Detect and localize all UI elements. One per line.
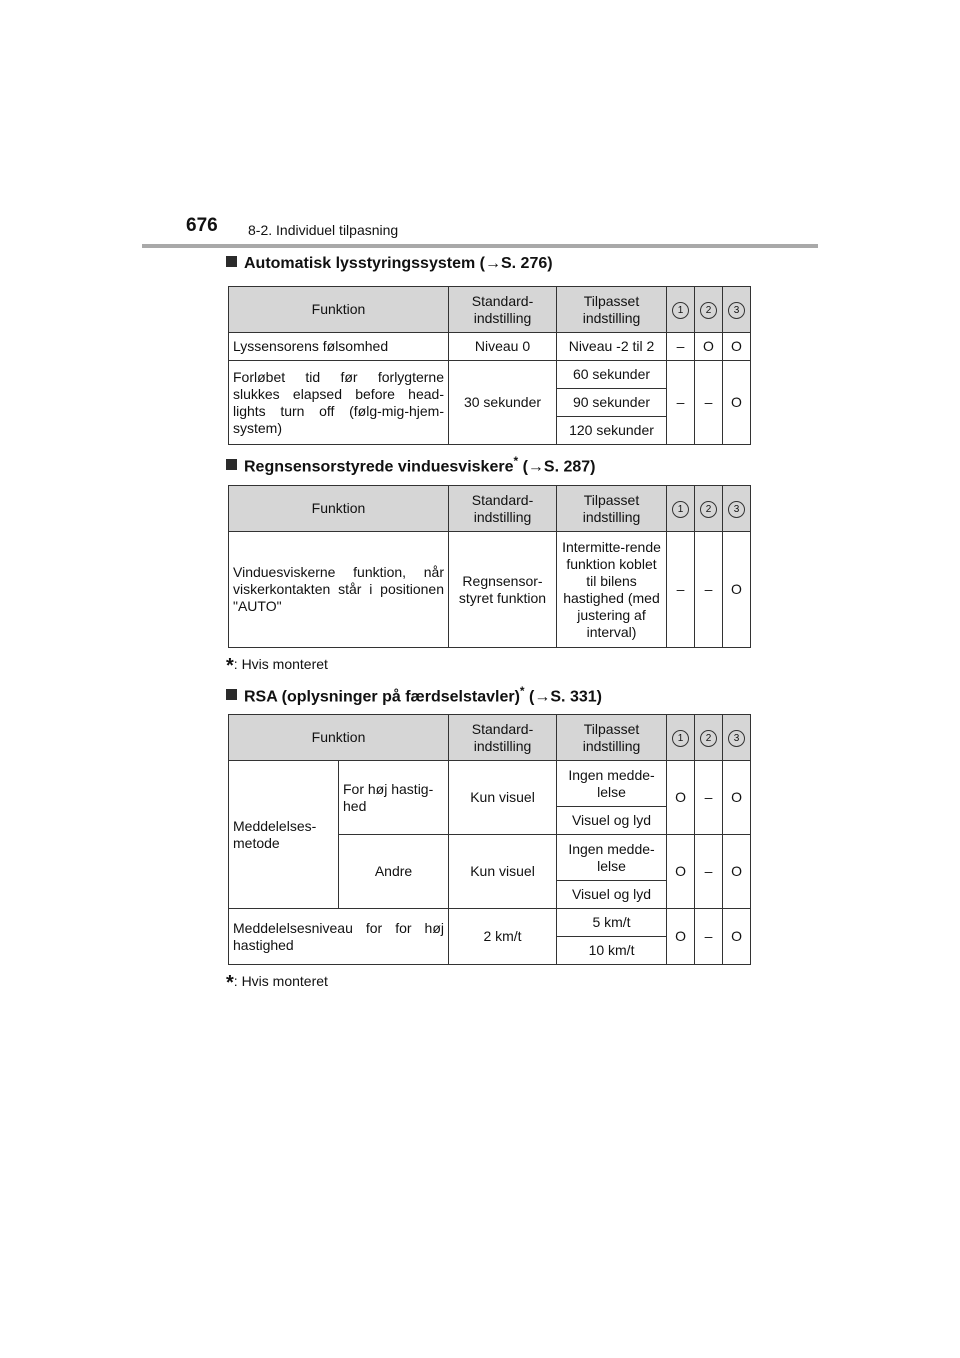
function-cell: Meddelelsesniveau for for høj hastighed xyxy=(229,909,449,965)
mark-2: – xyxy=(695,532,723,648)
mark-3: O xyxy=(723,909,751,965)
col-2 xyxy=(695,486,723,532)
section3-ref: (→S. 331) xyxy=(529,688,602,706)
default-cell: 30 sekunder xyxy=(449,361,557,445)
mark-3: O xyxy=(723,835,751,909)
option-cell: 60 sekunder xyxy=(557,361,667,389)
circled-1-icon: 1 xyxy=(672,501,689,518)
section3-footnote xyxy=(226,972,328,995)
mark-2: – xyxy=(695,361,723,445)
circled-3-icon: 3 xyxy=(728,302,745,319)
section2-table xyxy=(228,485,751,648)
square-bullet-icon xyxy=(226,689,237,700)
col-1 xyxy=(667,486,695,532)
col-2 xyxy=(695,287,723,333)
default-cell: Kun visuel xyxy=(449,761,557,835)
col-standard: Standard-indstilling xyxy=(449,715,557,761)
sublabel-cell: For høj hastig-hed xyxy=(339,761,449,835)
mark-1: – xyxy=(667,361,695,445)
section1-title: Automatisk lysstyringssystem (→S. 276) xyxy=(244,255,553,272)
section2-footnote xyxy=(226,655,328,678)
circled-1-icon: 1 xyxy=(672,730,689,747)
sublabel-cell: Andre xyxy=(339,835,449,909)
section3-heading xyxy=(226,684,602,706)
default-cell: Regnsensor-styret funktion xyxy=(449,532,557,648)
function-cell: Forløbet tid før forlygterne slukkes elapsed before head-lights turn off (følg-mig-hjem-system) xyxy=(229,361,449,445)
circled-3-icon: 3 xyxy=(728,730,745,747)
option-cell: Visuel og lyd xyxy=(557,881,667,909)
table-header-row xyxy=(229,715,751,761)
col-3 xyxy=(723,715,751,761)
page-number: 676 xyxy=(186,215,218,236)
mark-3: O xyxy=(723,333,751,361)
mark-1: – xyxy=(667,333,695,361)
col-1 xyxy=(667,287,695,333)
default-cell: 2 km/t xyxy=(449,909,557,965)
table-row xyxy=(229,532,751,648)
col-tilpasset: Tilpasset indstilling xyxy=(557,486,667,532)
option-cell: 120 sekunder xyxy=(557,417,667,445)
function-cell: Vinduesviskerne funktion, når viskerkontakten står i positionen "AUTO" xyxy=(229,532,449,648)
col-3 xyxy=(723,486,751,532)
section2-ref: (→S. 287) xyxy=(522,458,596,476)
footnote-star: * xyxy=(226,655,234,677)
circled-2-icon: 2 xyxy=(700,302,717,319)
col-tilpasset: Tilpasset indstilling xyxy=(557,715,667,761)
circled-1-icon: 1 xyxy=(672,302,689,319)
footnote-star: * xyxy=(519,684,525,698)
option-cell: 5 km/t xyxy=(557,909,667,937)
option-cell: Ingen medde-lelse xyxy=(557,761,667,807)
mark-2: – xyxy=(695,835,723,909)
mark-3: O xyxy=(723,532,751,648)
footnote-star: * xyxy=(513,454,519,468)
section3-title: RSA (oplysninger på færdselstavler) xyxy=(244,688,520,706)
mark-1: O xyxy=(667,909,695,965)
option-cell: 90 sekunder xyxy=(557,389,667,417)
mark-2: – xyxy=(695,761,723,835)
col-2 xyxy=(695,715,723,761)
footnote-star: * xyxy=(226,972,234,994)
section3-table xyxy=(228,714,751,965)
col-funktion: Funktion xyxy=(229,486,449,532)
section2-title: Regnsensorstyrede vinduesviskere xyxy=(244,458,514,476)
section2-heading xyxy=(226,454,596,476)
header-rule xyxy=(142,244,818,248)
footnote-text: : Hvis monteret xyxy=(233,656,328,672)
table-row xyxy=(229,761,751,807)
option-cell: Ingen medde-lelse xyxy=(557,835,667,881)
section1-table xyxy=(228,286,751,445)
section-label: 8-2. Individuel tilpasning xyxy=(248,222,399,238)
table-header-row xyxy=(229,486,751,532)
section1-heading xyxy=(226,255,553,273)
mark-1: O xyxy=(667,761,695,835)
col-standard: Standard-indstilling xyxy=(449,486,557,532)
default-cell: Kun visuel xyxy=(449,835,557,909)
col-standard: Standard-indstilling xyxy=(449,287,557,333)
col-funktion: Funktion xyxy=(229,287,449,333)
custom-cell: Niveau -2 til 2 xyxy=(557,333,667,361)
footnote-text: : Hvis monteret xyxy=(233,973,328,989)
option-cell: 10 km/t xyxy=(557,937,667,965)
circled-3-icon: 3 xyxy=(728,501,745,518)
table-header-row xyxy=(229,287,751,333)
table-row xyxy=(229,333,751,361)
col-1 xyxy=(667,715,695,761)
function-cell: Lyssensorens følsomhed xyxy=(229,333,449,361)
default-cell: Niveau 0 xyxy=(449,333,557,361)
col-3 xyxy=(723,287,751,333)
mark-3: O xyxy=(723,761,751,835)
table-row xyxy=(229,909,751,937)
table-row xyxy=(229,361,751,389)
mark-2: O xyxy=(695,333,723,361)
circled-2-icon: 2 xyxy=(700,730,717,747)
custom-cell: Intermitte-rende funktion koblet til bilens hastighed (med justering af interval) xyxy=(557,532,667,648)
square-bullet-icon xyxy=(226,256,237,267)
mark-2: – xyxy=(695,909,723,965)
mark-3: O xyxy=(723,361,751,445)
col-tilpasset: Tilpasset indstilling xyxy=(557,287,667,333)
square-bullet-icon xyxy=(226,459,237,470)
group-label-cell: Meddelelses-metode xyxy=(229,761,339,909)
col-funktion: Funktion xyxy=(229,715,449,761)
mark-1: – xyxy=(667,532,695,648)
option-cell: Visuel og lyd xyxy=(557,807,667,835)
mark-1: O xyxy=(667,835,695,909)
circled-2-icon: 2 xyxy=(700,501,717,518)
